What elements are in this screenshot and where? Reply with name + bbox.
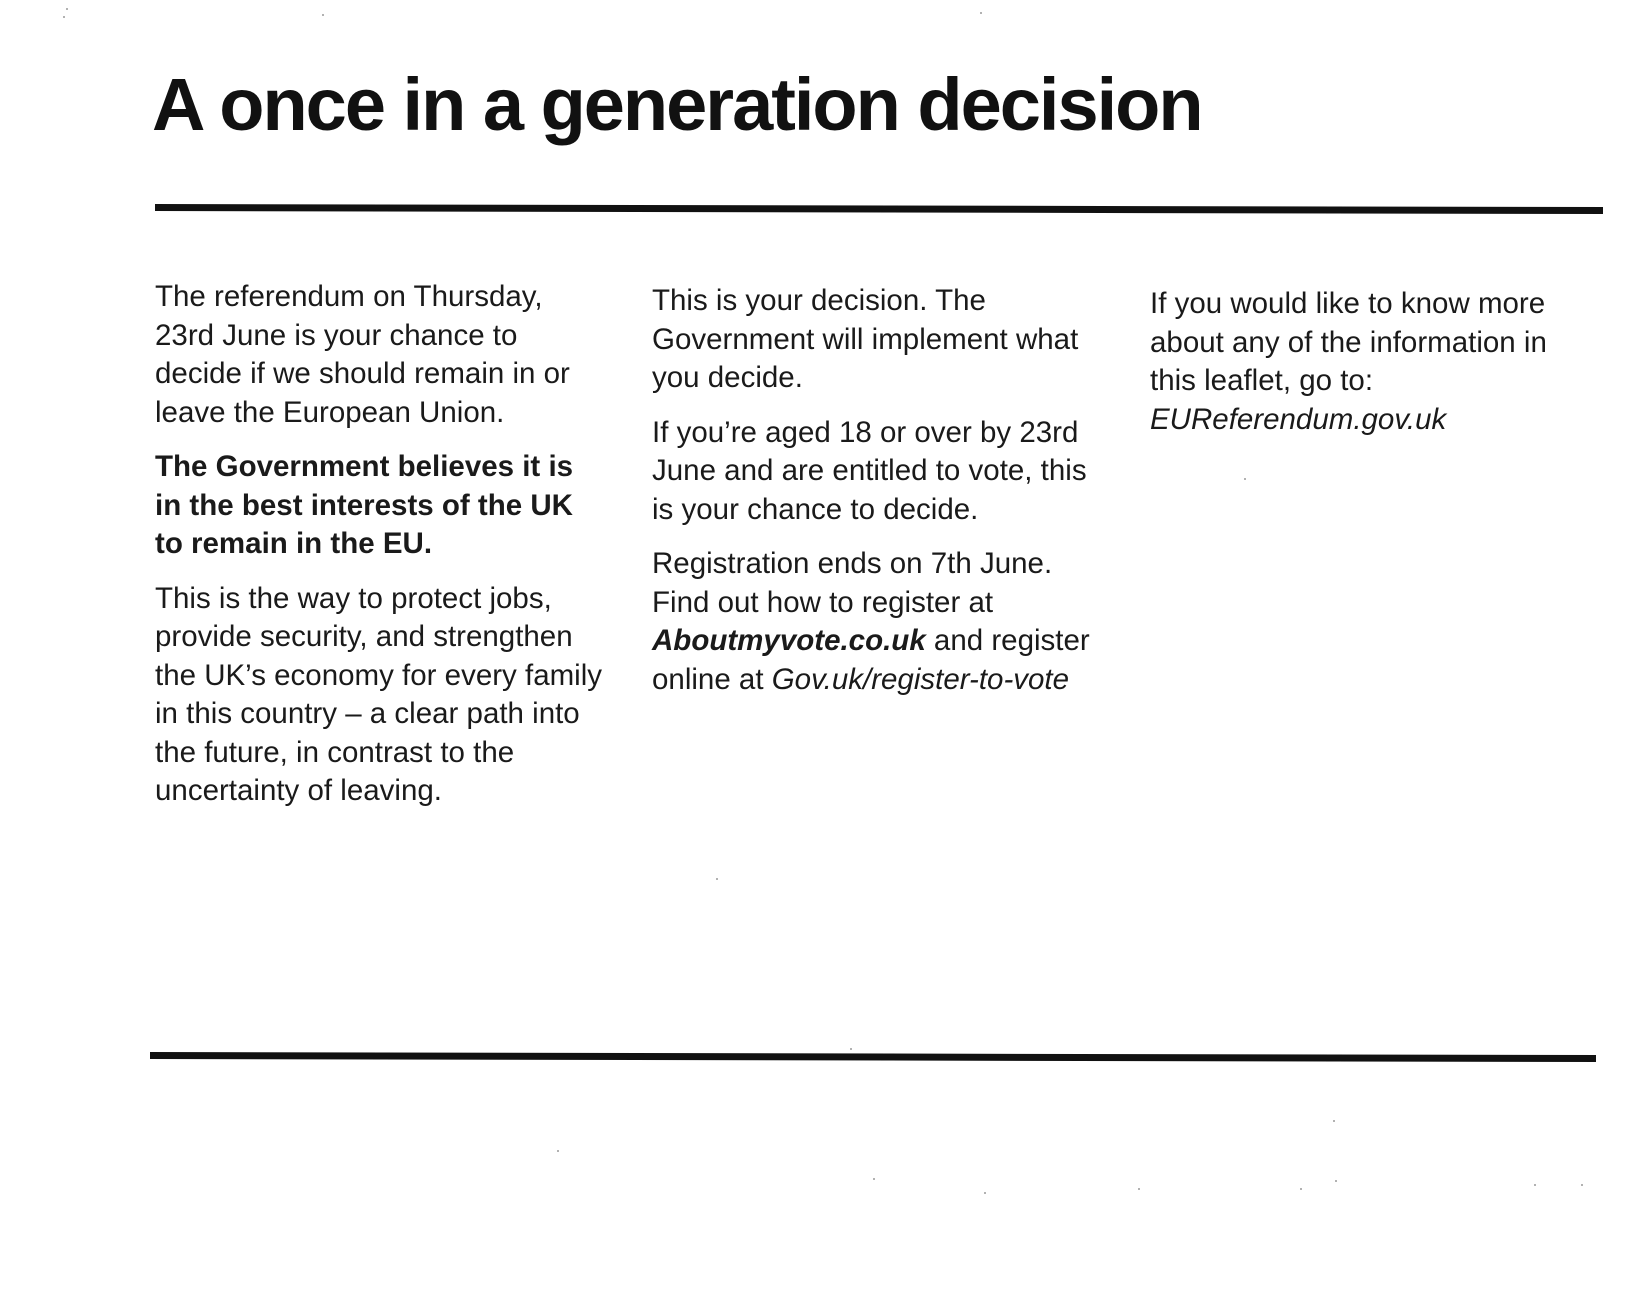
col2-paragraph-3 [652, 545, 1102, 699]
col1-paragraph-1: The referendum on Thursday, 23rd June is your chance to decide if we should remain in or leave the European Union. [155, 280, 570, 429]
eureferendum-link[interactable]: EUReferendum.gov.uk [1150, 402, 1447, 436]
col2-registration-text: Registration ends on 7th June. Find out how to register at [652, 547, 1053, 619]
column-1 [155, 278, 605, 827]
headline: A once in a generation decision [152, 63, 1202, 146]
column-3 [1150, 285, 1600, 455]
register-to-vote-link[interactable]: Gov.uk/register-to-vote [771, 662, 1070, 696]
col1-paragraph-3: This is the way to protect jobs, provide security, and strengthen the UK’s economy for every family in this country – a clear path into the future, in contrast to the uncertainty of leaving. [155, 581, 603, 807]
col1-paragraph-government-position: The Government believes it is in the best interests of the UK to remain in the EU. [155, 450, 574, 560]
aboutmyvote-link[interactable]: Aboutmyvote.co.uk [652, 624, 926, 657]
top-divider [155, 204, 1603, 214]
col2-paragraph-1: This is your decision. The Government will implement what you decide. [652, 284, 1079, 394]
col2-paragraph-2: If you’re aged 18 or over by 23rd June and are entitled to vote, this is your chance to decide. [652, 415, 1087, 526]
col3-paragraph-1 [1150, 285, 1600, 439]
col3-more-info-text: If you would like to know more about any of the information in this leaflet, go to: [1150, 287, 1547, 397]
col2-register-online-text: and register online at [652, 624, 1090, 696]
bottom-divider [150, 1052, 1596, 1062]
column-2 [652, 282, 1102, 715]
